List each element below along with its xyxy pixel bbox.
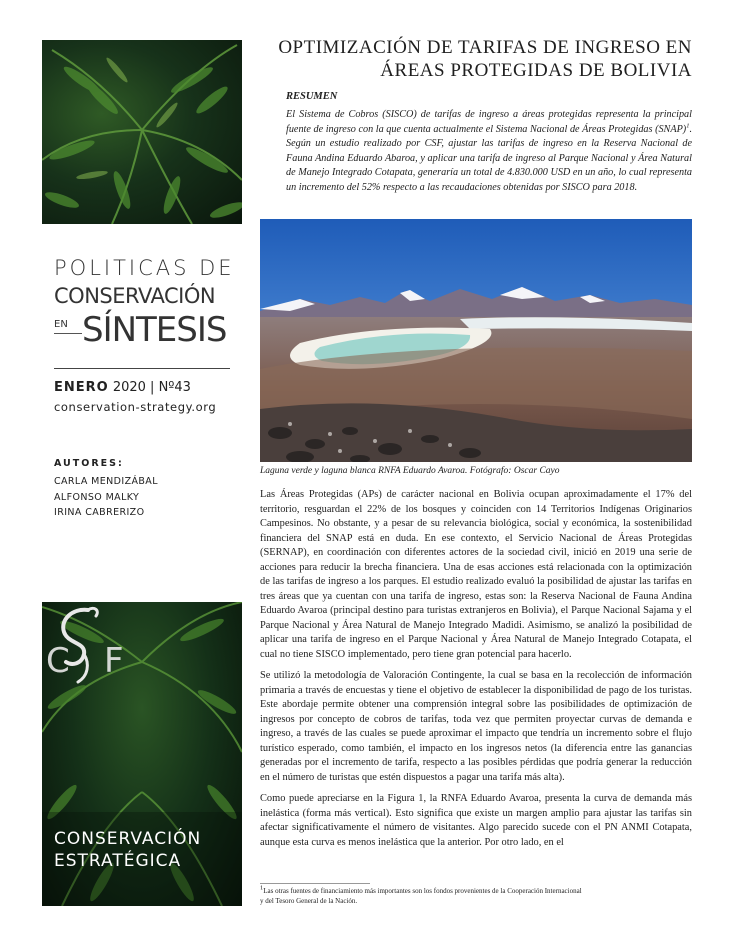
article-title-line1: OPTIMIZACIÓN DE TARIFAS DE INGRESO EN xyxy=(278,37,692,58)
csf-logo-icon xyxy=(42,602,138,688)
article-body xyxy=(260,488,692,857)
abstract-heading: RESUMEN xyxy=(286,91,338,102)
svg-text:C: C xyxy=(46,641,70,681)
article-title xyxy=(260,36,692,82)
svg-text:F: F xyxy=(104,641,124,681)
series-title-line1: POLITICAS DE xyxy=(54,256,235,280)
footnote xyxy=(260,884,692,906)
jungle-leaves-image-top xyxy=(42,40,242,224)
issue-year-number: 2020 | Nº43 xyxy=(108,380,191,395)
series-en-underline xyxy=(54,333,82,334)
brand-name xyxy=(54,828,201,872)
author-item: CARLA MENDIZÁBAL xyxy=(54,476,158,487)
footnote-text1: Las otras fuentes de financiamiento más importantes son los fondos provenientes de la Cooperación Internacional xyxy=(263,887,582,895)
abstract-part1: El Sistema de Cobros (SISCO) de tarifas de ingreso a áreas protegidas representa la principal fuente de ingreso con la que cuenta actualmente el Sistema Nacional de Áreas Protegidas (SNAP) xyxy=(286,109,692,135)
body-paragraph: Las Áreas Protegidas (APs) de carácter nacional en Bolivia ocupan aproximadamente el 17% del territorio, resguardan el 22% de los bosques y coinciden con 14 Territorios Indígenas Originarios Campesinos. No obstante, y a pesar de su relevancia biológica, social y económica, la sostenibilidad financiera del SNAP está en duda. En ese contexto, el Servicio Nacional de Áreas Protegidas (SERNAP), en coordinación con diferentes actores de la sociedad civil, inició en 2019 una serie de acciones para reducir la brecha financiera. Una de esas acciones está relacionada con la optimización de las tarifas de ingreso a los parques. El estudio realizado evaluó la posibilidad de ajustar las tarifas en tres áreas que ya cuentan con una tarifa de ingreso, estas son: la Reserva Nacional de Fauna Andina Eduardo Avaroa (principal destino para turistas extranjeros en Bolivia), el Parque Nacional Sajama y el Parque Nacional y Área Natural de Manejo Integrado Madidi. Asimismo, se analizó la posibilidad de aplicar una tarifa de ingreso en el Parque Nacional y Área Natural de Manejo Integrado Cotapata, el cual no tiene SISCO implementado, pero tiene gran potencial para hacerlo. xyxy=(260,489,692,660)
series-title-line2: CONSERVACIÓN xyxy=(54,284,216,308)
series-title-line3: SÍNTESIS xyxy=(82,310,227,350)
sidebar xyxy=(42,40,242,906)
photo-caption: Laguna verde y laguna blanca RNFA Eduardo Avaroa. Fotógrafo: Oscar Cayo xyxy=(260,466,560,476)
series-title-en xyxy=(54,320,68,330)
jungle-brand-panel xyxy=(42,602,242,906)
author-item: ALFONSO MALKY xyxy=(54,491,140,503)
footnote-mark: 1 xyxy=(260,884,264,892)
article-title-line2: ÁREAS PROTEGIDAS DE BOLIVIA xyxy=(380,60,692,81)
footnote-line1 xyxy=(260,884,692,897)
footnote-ref: 1 xyxy=(686,122,690,130)
website-url[interactable]: conservation-strategy.org xyxy=(54,400,217,414)
brand-line2: ESTRATÉGICA xyxy=(54,851,182,871)
footnote-divider xyxy=(260,883,370,884)
authors-list xyxy=(54,474,158,521)
divider xyxy=(54,368,230,369)
series-en-text: EN xyxy=(54,319,68,330)
issue-month: ENERO xyxy=(54,380,109,395)
author-item: IRINA CABRERIZO xyxy=(54,507,145,518)
issue-info xyxy=(54,380,191,395)
body-paragraph: Se utilizó la metodología de Valoración Contingente, la cual se basa en la recolección de información primaria a través de encuestas y tiene el objetivo de establecer la disponibilidad de pago de los turistas. Este abordaje permite obtener una comprensión integral sobre las posibilidades de optimización de ingresos por concepto de cobros de tarifas, toda vez que permiten proyectar curvas de demanda e ingreso, a través de las cuales se puede aproximar el impacto que tendría un incremento sobre el flujo turístico esperado, como también, el impacto en los ingresos netos (la diferencia entre las ganancias generadas por el incremento de tarifa, respecto a las posibles pérdidas que podría generar la reducción en el número de turistas que estén dispuestos a pagar una tarifa más alta). xyxy=(260,670,692,783)
series-title-block xyxy=(42,224,242,602)
authors-label: AUTORES: xyxy=(54,458,124,469)
abstract-text xyxy=(286,108,692,195)
brand-line1: CONSERVACIÓN xyxy=(54,829,202,849)
body-paragraph: Como puede apreciarse en la Figura 1, la RNFA Eduardo Avaroa, presenta la curva de demanda más inelástica (forma más vertical). Esto significa que existe un margen amplio para ajustar las tarifas sin afectar significativamente el número de visitantes. Algo parecido sucede con el PN ANMI Cotapata, aunque esta curva es menos inelástica que la anterior. Por otro lado, en el xyxy=(260,793,692,848)
lagoon-landscape-photo xyxy=(260,219,692,462)
abstract-part2: . Según un estudio realizado por CSF, ajustar las tarifas de ingreso en la Reserva Nacional de Fauna Andina Eduardo Abaroa, y aplicar una tarifa de ingreso al Parque Nacional y Área Natural de Manejo Integrado Cotapata, generaría un total de 4.830.000 USD en un año, lo cual representa un incremento del 52% respecto a las recaudaciones obtenidas por SISCO para 2018. xyxy=(286,123,692,193)
footnote-line2: y del Tesoro General de la Nación. xyxy=(260,896,358,905)
